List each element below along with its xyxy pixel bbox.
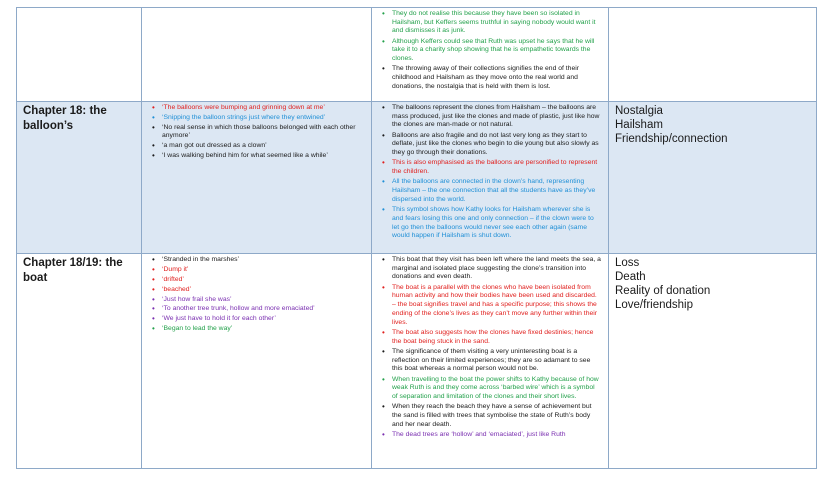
quotes-cell	[142, 8, 372, 102]
list-item: • ‘Began to lead the way’	[162, 325, 365, 334]
list-item: • ‘We just have to hold it for each other’	[162, 315, 365, 324]
list-item: • ‘I was walking behind him for what seemed like a while’	[162, 152, 365, 161]
analysis-cell	[372, 8, 609, 102]
theme-label: Death	[615, 271, 646, 283]
list-item: • This is also emphasised as the balloons are personified to represent the children.	[392, 159, 602, 176]
analysis-list	[378, 256, 602, 440]
list-item: • ‘Just how frail she was’	[162, 296, 365, 305]
theme-label: Nostalgia	[615, 105, 663, 117]
list-item: • Balloons are also fragile and do not last very long as they start to deflate, just like the clones who begin to die young but also slowly as they go through their donations.	[392, 132, 602, 158]
chapter-cell: Chapter 18: the balloon’s	[17, 102, 142, 254]
list-item: • The significance of them visiting a very uninteresting boat is a reflection on their limited experiences; they are so adamant to see this boat whereas a normal person would not be.	[392, 348, 602, 374]
analysis-cell	[372, 254, 609, 469]
list-item: • ‘Stranded in the marshes’	[162, 256, 365, 265]
theme-label: Friendship/connection	[615, 133, 728, 145]
themes-cell	[609, 8, 817, 102]
list-item: • Although Keffers could see that Ruth was upset he says that he will take it to a charity shop showing that he is empathetic towards the clones.	[392, 38, 602, 64]
themes-cell	[609, 254, 817, 469]
chapter-cell	[17, 8, 142, 102]
list-item: • The dead trees are ‘hollow’ and ‘emaciated’, just like Ruth	[392, 431, 602, 440]
list-item: • ‘beached’	[162, 286, 365, 295]
list-item: • ‘To another tree trunk, hollow and more emaciated’	[162, 305, 365, 314]
list-item: • The boat also suggests how the clones have fixed destinies; hence the boat being stuck in the sand.	[392, 329, 602, 346]
theme-label: Loss	[615, 257, 640, 269]
list-item: • ‘No real sense in which those balloons belonged with each other anymore’	[162, 124, 365, 141]
analysis-cell	[372, 102, 609, 254]
list-item: • ‘a man got out dressed as a clown’	[162, 142, 365, 151]
list-item: • ‘Dump it’	[162, 266, 365, 275]
theme-label: Reality of donation	[615, 285, 711, 297]
quotes-list	[148, 256, 365, 334]
table-row	[17, 8, 817, 102]
list-item: • All the balloons are connected in the clown’s hand, representing Hailsham – the one connection that all the students have as they’ve dispersed into the world.	[392, 178, 602, 204]
list-item: • This boat that they visit has been left where the land meets the sea, a marginal and isolated place suggesting the clone’s transition into donations and even death.	[392, 256, 602, 282]
table-row	[17, 102, 817, 254]
list-item: • The balloons represent the clones from Hailsham – the balloons are mass produced, just like the clones and made of plastic, just like how the clones are man-made or not natural.	[392, 104, 602, 130]
list-item: • The boat is a parallel with the clones who have been isolated from human activity and how their bodies have been used and discarded. – the boat signifies travel and has a specific purpose; this shows the ending of the clone’s lives as they can’t move any further within their lives.	[392, 284, 602, 328]
list-item: • The throwing away of their collections signifies the end of their childhood and Hailsham as they move onto the real world and donations, the nostalgia that is held with them is lost.	[392, 65, 602, 91]
chapter-cell: Chapter 18/19: the boat	[17, 254, 142, 469]
themes-cell	[609, 102, 817, 254]
notes-table	[16, 7, 817, 469]
analysis-list	[378, 104, 602, 241]
quotes-cell	[142, 254, 372, 469]
analysis-list	[378, 10, 602, 92]
theme-label: Love/friendship	[615, 299, 693, 311]
quotes-list	[148, 104, 365, 161]
list-item: • When they reach the beach they have a sense of achievement but the sand is filled with trees that symbolise the state of Ruth’s body and her near death.	[392, 403, 602, 429]
list-item: • They do not realise this because they have been so isolated in Hailsham, but Keffers seems truthful in saying nobody would want it and dismisses it as junk.	[392, 10, 602, 36]
list-item: • ‘The balloons were bumping and grinning down at me’	[162, 104, 365, 113]
list-item: • ‘drifted’	[162, 276, 365, 285]
list-item: • This symbol shows how Kathy looks for Hailsham wherever she is and fears losing this one and only connection – if the clown were to let go then the balloons would never see each other again (same would happen if Hailsham is shut down.	[392, 206, 602, 241]
table-row	[17, 254, 817, 469]
list-item: • When travelling to the boat the power shifts to Kathy because of how weak Ruth is and they come across ‘barbed wire’ which is a symbol of separation and limitation of the clones and their short lives.	[392, 376, 602, 402]
theme-label: Hailsham	[615, 119, 663, 131]
quotes-cell	[142, 102, 372, 254]
list-item: • ‘Snipping the balloon strings just where they entwined’	[162, 114, 365, 123]
